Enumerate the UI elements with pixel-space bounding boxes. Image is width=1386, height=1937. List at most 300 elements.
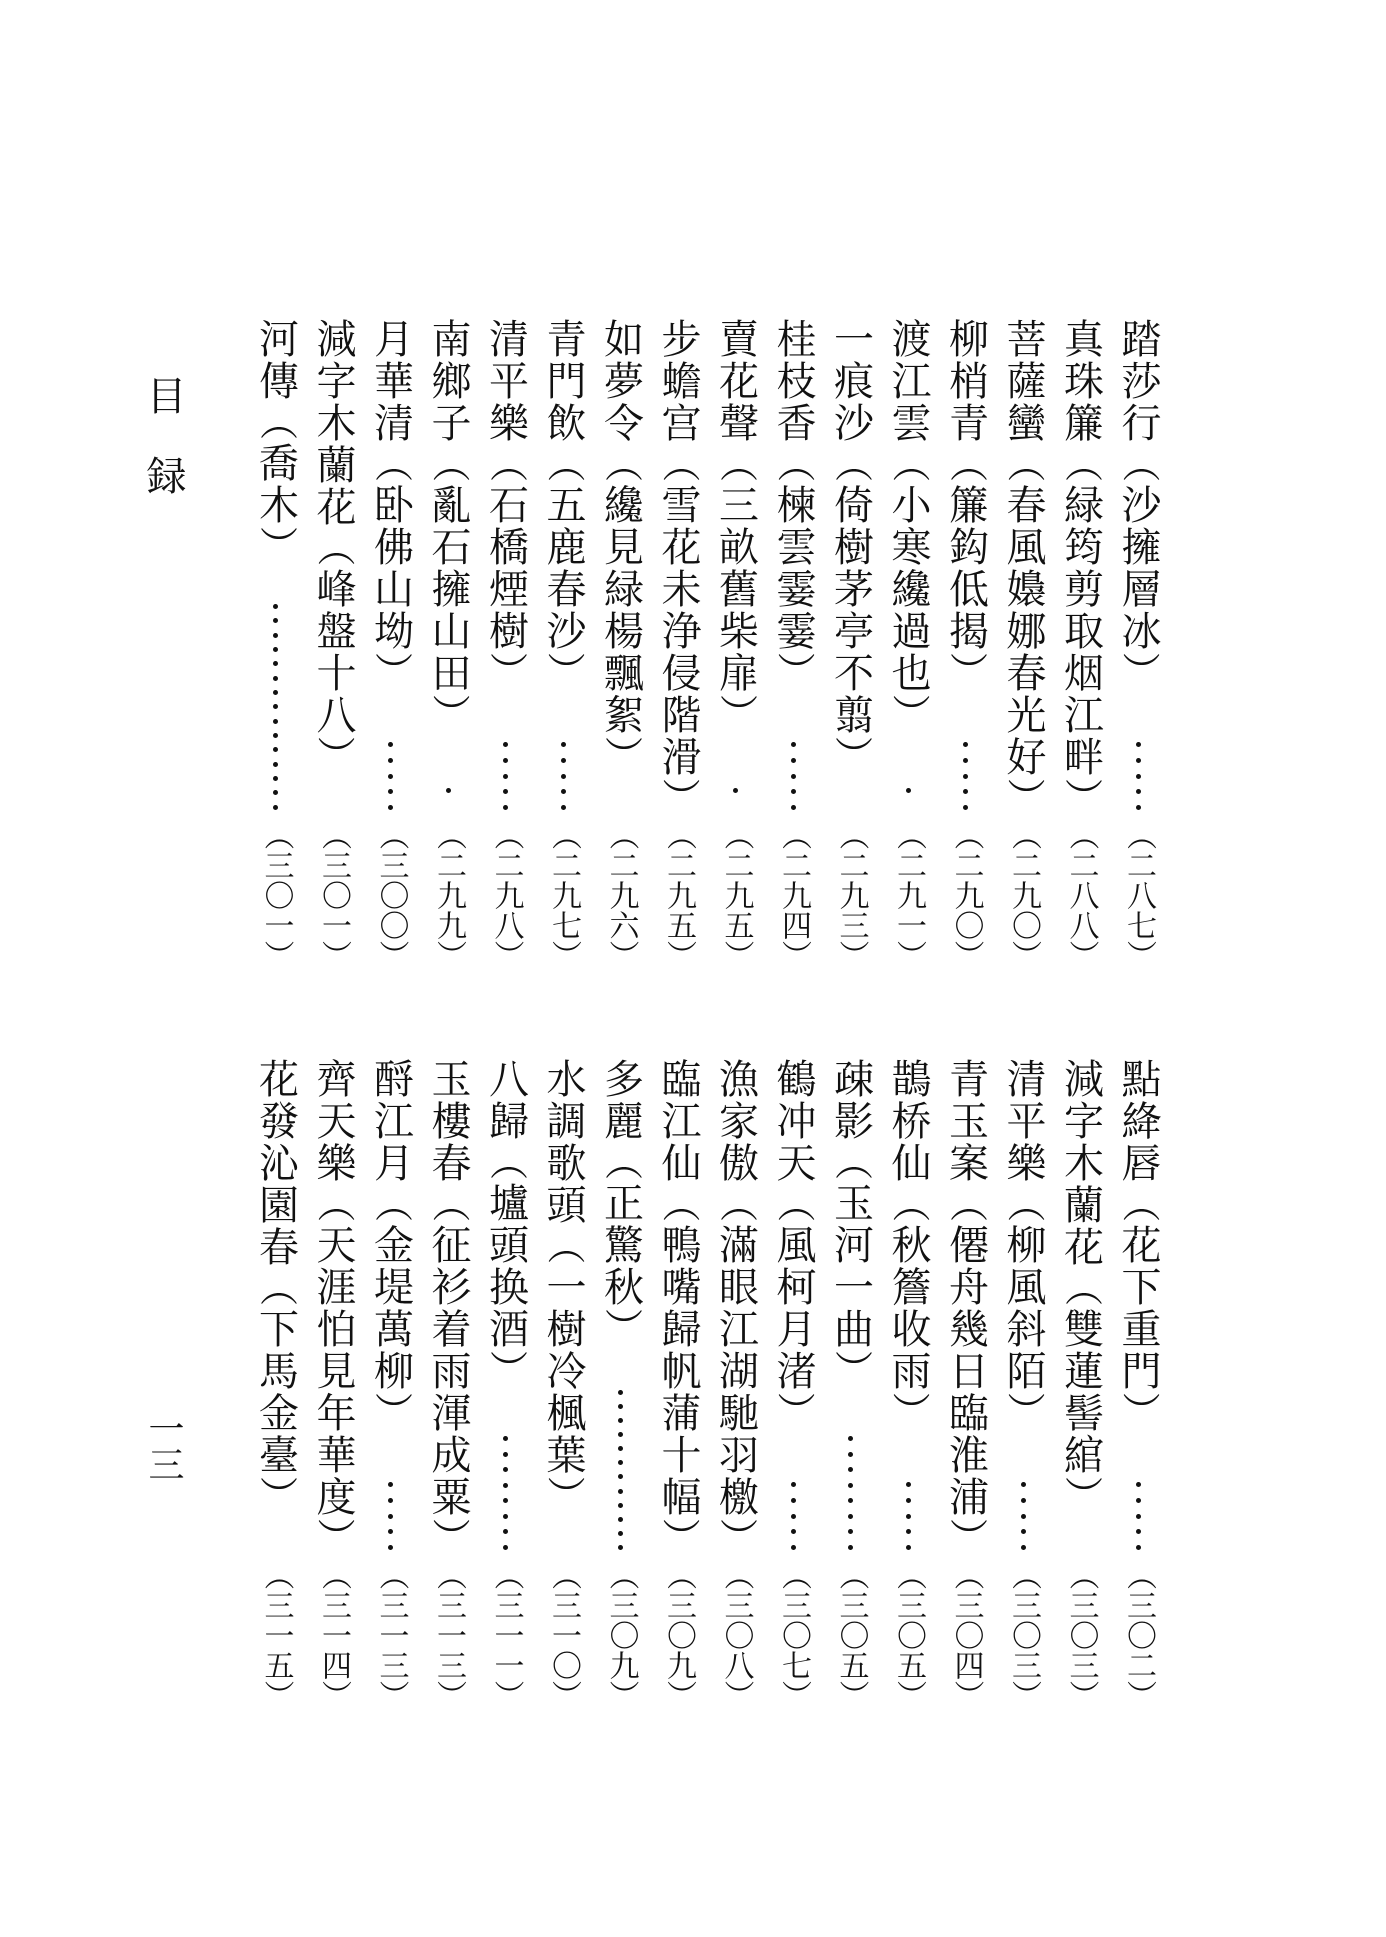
leader-dot	[963, 742, 968, 747]
leader-dots	[938, 742, 994, 810]
close-paren: ）	[311, 736, 355, 776]
toc-entry[interactable]	[420, 1058, 476, 1710]
leader-dot	[273, 776, 278, 781]
leader-dot	[273, 661, 278, 666]
page-number-text: （二九五）	[718, 820, 754, 970]
toc-entry[interactable]	[1110, 318, 1166, 970]
entry-page-number	[478, 1560, 534, 1710]
close-paren: ）	[943, 652, 988, 692]
entry-title: 步蟾宫	[655, 318, 701, 444]
entry-title: 齊天樂	[310, 1058, 356, 1184]
entry-title: 一痕沙	[827, 318, 874, 444]
toc-entry[interactable]	[880, 1058, 936, 1710]
entry-page-number	[1053, 820, 1109, 970]
entry-title: 花發沁園春	[252, 1058, 299, 1268]
entry-title: 減字木蘭花	[310, 318, 356, 528]
close-paren: ）	[1058, 778, 1103, 818]
leader-dot	[388, 789, 393, 794]
close-paren: ）	[426, 694, 470, 734]
leader-dot	[618, 1545, 623, 1550]
entry-incipit: 緑筠剪取烟江畔	[1057, 484, 1104, 778]
page-number-text: （三一〇）	[546, 1560, 581, 1710]
toc-entry[interactable]	[938, 318, 994, 970]
leader-dot	[1136, 758, 1141, 763]
page-number-text: （三一三）	[373, 1560, 409, 1710]
page-number-text: （二九〇）	[1006, 820, 1041, 970]
toc-entry[interactable]	[420, 318, 476, 970]
leader-dot	[848, 1514, 853, 1519]
toc-entry[interactable]	[363, 318, 419, 970]
leader-dot	[791, 774, 796, 779]
leader-dots	[1110, 742, 1166, 810]
page-number-text: （二九〇）	[948, 820, 984, 970]
toc-entry[interactable]	[593, 1058, 649, 1710]
open-paren: （	[598, 1142, 643, 1182]
page-number-text: （三一四）	[316, 1560, 351, 1710]
leader-dot	[273, 805, 278, 810]
leader-dots	[880, 1482, 936, 1550]
open-paren: （	[368, 444, 413, 484]
leader-dot	[1136, 1498, 1141, 1503]
leader-dot	[618, 1418, 623, 1423]
page-number-text: （三〇九）	[603, 1560, 639, 1710]
open-paren: （	[311, 528, 355, 568]
entry-page-number	[823, 1560, 879, 1710]
entry-page-number	[248, 1560, 304, 1710]
entry-page-number	[305, 1560, 361, 1710]
entry-incipit: 五鹿春沙	[540, 484, 586, 652]
toc-entry[interactable]	[535, 1058, 591, 1710]
open-paren: （	[253, 402, 298, 442]
leader-dot	[1021, 1545, 1026, 1550]
leader-dot	[906, 1529, 911, 1534]
open-paren: （	[771, 444, 815, 484]
open-paren: （	[368, 1184, 413, 1224]
leader-dot	[1136, 789, 1141, 794]
leader-dot	[963, 805, 968, 810]
page-number-text: （二九七）	[546, 820, 581, 970]
leader-dots	[478, 1436, 534, 1550]
close-paren: ）	[886, 694, 930, 734]
entry-incipit: 天涯怕見年華度	[310, 1224, 356, 1518]
close-paren: ）	[1116, 652, 1160, 692]
entry-title: 玉樓春	[425, 1058, 471, 1184]
entry-title: 賣花聲	[712, 318, 759, 444]
entry-title: 青玉案	[942, 1058, 989, 1184]
leader-dot	[273, 704, 278, 709]
entry-title: 南鄉子	[425, 318, 471, 444]
page-number-text: （三一一）	[488, 1560, 524, 1710]
entry-incipit: 卧佛山坳	[367, 484, 414, 652]
entry-title: 酹江月	[367, 1058, 414, 1184]
toc-entry[interactable]	[938, 1058, 994, 1710]
leader-dots	[363, 1482, 419, 1550]
entry-incipit: 金堤萬柳	[367, 1224, 414, 1392]
leader-dot	[273, 604, 278, 609]
toc-entry[interactable]	[248, 1058, 304, 1710]
close-paren: ）	[943, 1518, 988, 1558]
leader-dot	[1136, 1482, 1141, 1487]
entry-incipit: 柳風斜陌	[1000, 1224, 1046, 1392]
toc-entry[interactable]	[708, 318, 764, 970]
page-number-text: （二九一）	[891, 820, 926, 970]
entry-page-number	[1110, 1560, 1166, 1710]
close-paren: ）	[598, 736, 643, 776]
leader-dots	[880, 788, 936, 810]
open-paren: （	[483, 1142, 528, 1182]
open-paren: （	[1058, 444, 1103, 484]
leader-dot	[906, 1545, 911, 1550]
leader-dot	[791, 789, 796, 794]
toc-entry[interactable]	[305, 318, 361, 970]
open-paren: （	[426, 1184, 470, 1224]
open-paren: （	[1058, 1268, 1103, 1308]
toc-entry[interactable]	[765, 318, 821, 970]
leader-dots	[593, 1390, 649, 1550]
page-number-text: （二九四）	[776, 820, 811, 970]
close-paren: ）	[713, 1518, 758, 1558]
close-paren: ）	[368, 652, 413, 692]
leader-dots	[363, 742, 419, 810]
toc-entry[interactable]	[1110, 1058, 1166, 1710]
entry-page-number	[363, 820, 419, 970]
leader-dot	[618, 1390, 623, 1395]
leader-dots	[1110, 1482, 1166, 1550]
entry-page-number	[765, 1560, 821, 1710]
entry-page-number	[995, 820, 1051, 970]
leader-dot	[503, 774, 508, 779]
leader-dot	[388, 1529, 393, 1534]
entry-incipit: 亂石擁山田	[425, 484, 471, 694]
leader-dot	[388, 758, 393, 763]
page-number-text: （二九五）	[661, 820, 696, 970]
toc-entry[interactable]	[995, 318, 1051, 970]
leader-dot	[1021, 1482, 1026, 1487]
open-paren: （	[713, 1184, 758, 1224]
leader-dot	[848, 1483, 853, 1488]
close-paren: ）	[886, 1392, 930, 1432]
leader-dot	[503, 1452, 508, 1457]
entry-page-number	[880, 1560, 936, 1710]
close-paren: ）	[1116, 1392, 1160, 1432]
toc-entry[interactable]	[535, 318, 591, 970]
toc-entry[interactable]	[1053, 1058, 1109, 1710]
entry-title: 河傳	[252, 318, 299, 402]
leader-dot	[618, 1404, 623, 1409]
toc-entry[interactable]	[823, 318, 879, 970]
leader-dot	[503, 1498, 508, 1503]
leader-dot	[273, 647, 278, 652]
toc-entry[interactable]	[248, 318, 304, 970]
leader-dot	[791, 1498, 796, 1503]
entry-incipit: 玉河一曲	[827, 1182, 874, 1350]
page-number-text: （三〇三）	[1063, 1560, 1099, 1710]
leader-dot	[561, 805, 566, 810]
toc-entry[interactable]	[650, 318, 706, 970]
entry-incipit: 滿眼江湖馳羽檄	[712, 1224, 759, 1518]
entry-page-number	[535, 1560, 591, 1710]
leader-dot	[273, 790, 278, 795]
open-paren: （	[1116, 1184, 1160, 1224]
close-paren: ）	[771, 652, 815, 692]
leader-dot	[906, 1498, 911, 1503]
leader-dot	[791, 742, 796, 747]
entry-title: 水調歌頭	[540, 1058, 586, 1226]
leader-dot	[618, 1460, 623, 1465]
entry-title: 桂枝香	[770, 318, 816, 444]
entry-title: 八歸	[482, 1058, 529, 1142]
leader-dot	[906, 1514, 911, 1519]
leader-dot	[503, 805, 508, 810]
leader-dot	[963, 789, 968, 794]
close-paren: ）	[1001, 778, 1045, 818]
open-paren: （	[656, 1184, 700, 1224]
entry-incipit: 石橋煙樹	[482, 484, 529, 652]
leader-dot	[561, 774, 566, 779]
close-paren: ）	[483, 1350, 528, 1390]
entry-page-number	[650, 1560, 706, 1710]
leader-dot	[963, 758, 968, 763]
entry-title: 月華清	[367, 318, 414, 444]
leader-dot	[906, 788, 911, 793]
entry-title: 減字木蘭花	[1057, 1058, 1104, 1268]
entry-incipit: 風柯月渚	[770, 1224, 816, 1392]
open-paren: （	[771, 1184, 815, 1224]
leader-dot	[503, 1529, 508, 1534]
entry-page-number	[650, 820, 706, 970]
leader-dots	[995, 1482, 1051, 1550]
leader-dot	[273, 676, 278, 681]
leader-dots	[708, 788, 764, 810]
close-paren: ）	[311, 1518, 355, 1558]
entry-incipit: 正驚秋	[597, 1182, 644, 1308]
open-paren: （	[253, 1268, 298, 1308]
close-paren: ）	[656, 778, 700, 818]
entry-incipit: 壚頭换酒	[482, 1182, 529, 1350]
entry-title: 鶴冲天	[770, 1058, 816, 1184]
leader-dot	[388, 742, 393, 747]
leader-dot	[848, 1436, 853, 1441]
leader-dot	[791, 1529, 796, 1534]
entry-incipit: 春風嬝娜春光好	[1000, 484, 1046, 778]
leader-dot	[1021, 1529, 1026, 1534]
toc-entry[interactable]	[823, 1058, 879, 1710]
entry-title: 漁家傲	[712, 1058, 759, 1184]
leader-dot	[791, 1514, 796, 1519]
page-number-text: （三〇七）	[776, 1560, 811, 1710]
page-number-text: （三〇一）	[258, 820, 294, 970]
toc-entry[interactable]	[478, 318, 534, 970]
open-paren: （	[483, 444, 528, 484]
open-paren: （	[1116, 444, 1160, 484]
leader-dot	[848, 1498, 853, 1503]
entry-page-number	[363, 1560, 419, 1710]
leader-dot	[388, 774, 393, 779]
entry-incipit: 雪花未浄侵階滑	[655, 484, 701, 778]
leader-dot	[618, 1474, 623, 1479]
toc-entry[interactable]	[1053, 318, 1109, 970]
toc-entry[interactable]	[765, 1058, 821, 1710]
entry-title: 如夢令	[597, 318, 644, 444]
open-paren: （	[1001, 1184, 1045, 1224]
entry-title: 渡江雲	[885, 318, 931, 444]
page-number-text: （三〇九）	[661, 1560, 696, 1710]
entry-incipit: 楝雲霎霎	[770, 484, 816, 652]
page-number-text: （三一三）	[431, 1560, 466, 1710]
leader-dots	[478, 742, 534, 810]
leader-dot	[388, 805, 393, 810]
leader-dot	[561, 758, 566, 763]
leader-dot	[388, 1482, 393, 1487]
close-paren: ）	[656, 1518, 700, 1558]
page-number-text: （二九八）	[488, 820, 524, 970]
open-paren: （	[541, 1226, 585, 1266]
open-paren: （	[886, 1184, 930, 1224]
entry-incipit: 峰盤十八	[310, 568, 356, 736]
toc-entry[interactable]	[650, 1058, 706, 1710]
entry-incipit: 小寒纔過也	[885, 484, 931, 694]
leader-dot	[273, 633, 278, 638]
entry-incipit: 秋簷收雨	[885, 1224, 931, 1392]
leader-dot	[1136, 742, 1141, 747]
leader-dot	[273, 618, 278, 623]
toc-entry[interactable]	[478, 1058, 534, 1710]
entry-page-number	[823, 820, 879, 970]
toc-entry[interactable]	[995, 1058, 1051, 1710]
leader-dot	[503, 1483, 508, 1488]
leader-dot	[791, 1482, 796, 1487]
close-paren: ）	[253, 526, 298, 566]
entry-incipit: 花下重門	[1115, 1224, 1161, 1392]
entry-page-number	[420, 1560, 476, 1710]
page-number-text: （二九三）	[833, 820, 869, 970]
entry-incipit: 喬木	[252, 442, 299, 526]
open-paren: （	[311, 1184, 355, 1224]
leader-dot	[273, 690, 278, 695]
leader-dot	[503, 742, 508, 747]
leader-dot	[618, 1503, 623, 1508]
open-paren: （	[886, 444, 930, 484]
toc-entry[interactable]	[880, 318, 936, 970]
close-paren: ）	[426, 1518, 470, 1558]
leader-dots	[823, 1436, 879, 1550]
leader-dot	[1136, 805, 1141, 810]
leader-dot	[273, 733, 278, 738]
leader-dot	[848, 1467, 853, 1472]
close-paren: ）	[828, 1350, 873, 1390]
entry-page-number	[305, 820, 361, 970]
entry-title: 菩薩蠻	[1000, 318, 1046, 444]
entry-page-number	[1110, 820, 1166, 970]
entry-page-number	[478, 820, 534, 970]
leader-dot	[1021, 1498, 1026, 1503]
entry-title: 清平樂	[1000, 1058, 1046, 1184]
close-paren: ）	[253, 1476, 298, 1516]
close-paren: ）	[828, 736, 873, 776]
leader-dot	[848, 1529, 853, 1534]
page-number-text: （二八七）	[1121, 820, 1156, 970]
entry-incipit: 僊舟幾日臨淮浦	[942, 1224, 989, 1518]
leader-dot	[848, 1545, 853, 1550]
entry-incipit: 沙擁層冰	[1115, 484, 1161, 652]
entry-page-number	[708, 820, 764, 970]
leader-dot	[618, 1517, 623, 1522]
open-paren: （	[541, 444, 585, 484]
open-paren: （	[828, 444, 873, 484]
entry-title: 踏莎行	[1115, 318, 1161, 444]
page-number-text: （三〇一）	[316, 820, 351, 970]
page-number-text: （三〇三）	[1006, 1560, 1041, 1710]
leader-dot	[503, 1467, 508, 1472]
entry-title: 柳梢青	[942, 318, 989, 444]
leader-dots	[765, 1482, 821, 1550]
leader-dot	[561, 789, 566, 794]
close-paren: ）	[541, 1476, 585, 1516]
close-paren: ）	[541, 652, 585, 692]
leader-dot	[733, 788, 738, 793]
entry-title: 疎影	[827, 1058, 874, 1142]
leader-dot	[273, 719, 278, 724]
leader-dots	[535, 742, 591, 810]
leader-dot	[791, 758, 796, 763]
entry-page-number	[708, 1560, 764, 1710]
leader-dot	[1136, 1529, 1141, 1534]
leader-dot	[791, 805, 796, 810]
leader-dots	[248, 604, 304, 810]
open-paren: （	[943, 1184, 988, 1224]
toc-entry[interactable]	[363, 1058, 419, 1710]
entry-page-number	[938, 1560, 994, 1710]
close-paren: ）	[368, 1392, 413, 1432]
entry-incipit: 纔見緑楊飄絮	[597, 484, 644, 736]
page-number-text: （二九六）	[603, 820, 639, 970]
close-paren: ）	[1058, 1476, 1103, 1516]
toc-entry[interactable]	[708, 1058, 764, 1710]
leader-dot	[906, 1482, 911, 1487]
open-paren: （	[713, 444, 758, 484]
entry-page-number	[248, 820, 304, 970]
page-number-text: （三〇二）	[1121, 1560, 1156, 1710]
section-label: 目録	[140, 375, 186, 535]
toc-entry[interactable]	[305, 1058, 361, 1710]
entry-incipit: 下馬金臺	[252, 1308, 299, 1476]
leader-dot	[503, 758, 508, 763]
entry-title: 青門飲	[540, 318, 586, 444]
leader-dot	[446, 788, 451, 793]
leader-dot	[503, 789, 508, 794]
leader-dot	[848, 1452, 853, 1457]
page-number-text: （二八八）	[1063, 820, 1099, 970]
open-paren: （	[598, 444, 643, 484]
leader-dot	[1136, 1514, 1141, 1519]
entry-title: 清平樂	[482, 318, 529, 444]
entry-title: 臨江仙	[655, 1058, 701, 1184]
close-paren: ）	[483, 652, 528, 692]
entry-incipit: 一樹冷楓葉	[540, 1266, 586, 1476]
leader-dot	[1021, 1514, 1026, 1519]
leader-dot	[618, 1489, 623, 1494]
entry-page-number	[1053, 1560, 1109, 1710]
entry-incipit: 鴨嘴歸帆蒲十幅	[655, 1224, 701, 1518]
leader-dot	[503, 1436, 508, 1441]
leader-dot	[503, 1514, 508, 1519]
page-number-text: （三〇五）	[833, 1560, 869, 1710]
leader-dot	[388, 1514, 393, 1519]
entry-title: 多麗	[597, 1058, 644, 1142]
entry-page-number	[995, 1560, 1051, 1710]
toc-entry[interactable]	[593, 318, 649, 970]
close-paren: ）	[598, 1308, 643, 1348]
